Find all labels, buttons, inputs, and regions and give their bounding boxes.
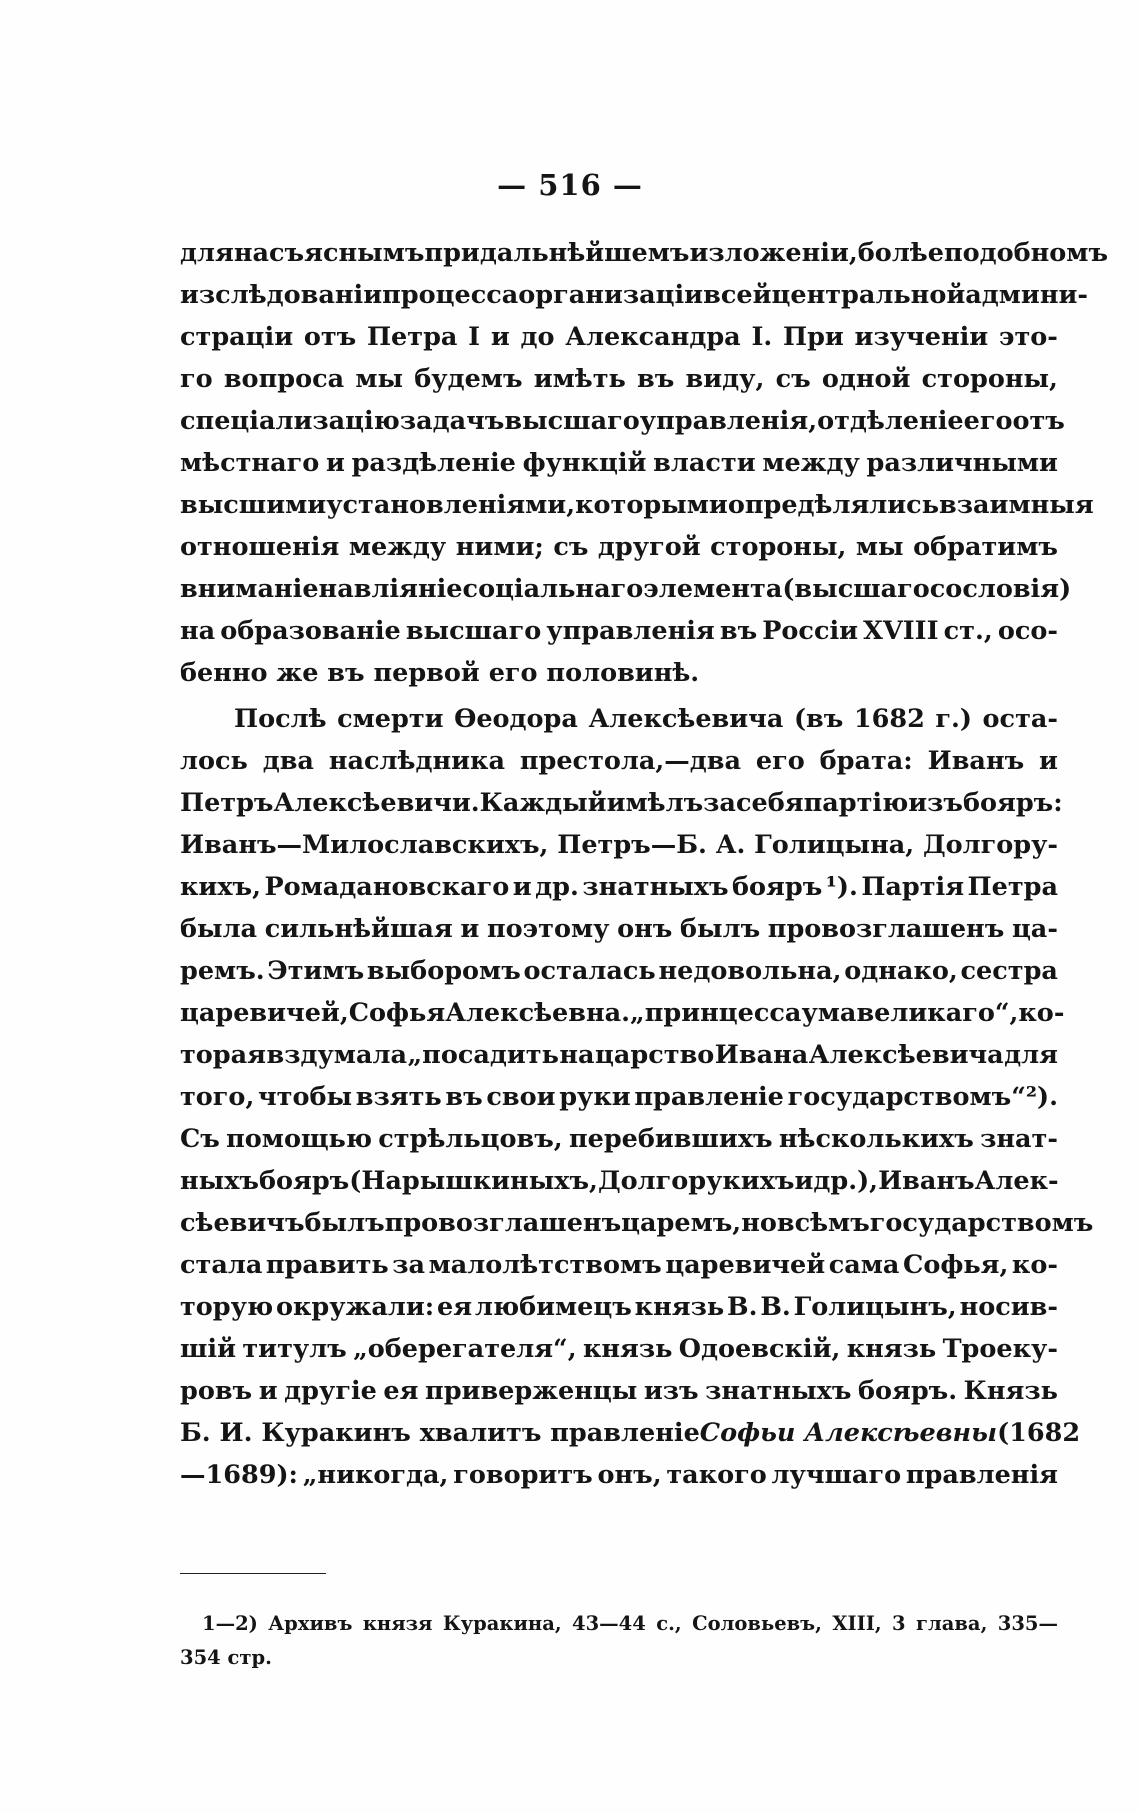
- text-line: Иванъ—Милославскихъ, Петръ—Б. А. Голицына, Долгору-: [180, 830, 1058, 860]
- text-line: кихъ, Ромадановскаго и др. знатныхъ бояръ ¹). Партія Петра: [180, 872, 1058, 902]
- text-line: ремъ. Этимъ выборомъ осталась недовольна, однако, сестра: [180, 956, 1058, 986]
- italic-name: Софьи Алексѣевны: [699, 1418, 998, 1448]
- text-line: торую окружали: ея любимецъ князь В. В. Голицынъ, носив-: [180, 1292, 1058, 1322]
- text-line: бенно же въ первой его половинѣ.: [180, 658, 700, 688]
- text-line: спеціализацію задачъ высшаго управленія, отдѣленіе его отъ: [180, 406, 1065, 436]
- text-line: мѣстнаго и раздѣленіе функцій власти между различными: [180, 448, 1058, 478]
- text-segment: Б. И. Куракинъ хвалитъ правленіе: [180, 1418, 700, 1448]
- text-line: на образованіе высшаго управленія въ Россіи XVIII ст., осо-: [180, 616, 1058, 646]
- text-line: была сильнѣйшая и поэтому онъ былъ провозглашенъ ца-: [180, 914, 1058, 944]
- page-number: — 516 —: [497, 168, 643, 202]
- text-line-italic: [180, 1412, 1081, 1454]
- text-line: вниманіе на вліяніе соціальнаго элемента (высшаго сословія): [180, 574, 1072, 604]
- text-line: сѣевичъ былъ провозглашенъ царемъ, но всѣмъ государствомъ: [180, 1208, 1094, 1238]
- text-line: го вопроса мы будемъ имѣть въ виду, съ одной стороны,: [180, 364, 1058, 394]
- paragraph-1: [180, 232, 1109, 694]
- text-line: того, чтобы взять въ свои руки правленіе государствомъ“²).: [180, 1082, 1058, 1112]
- text-line: лось два наслѣдника престола,—два его брата: Иванъ и: [180, 746, 1058, 776]
- text-line: ныхъ бояръ (Нарышкиныхъ, Долгорукихъ и др.), Иванъ Алек-: [180, 1166, 1059, 1196]
- text-line: —1689): „никогда, говоритъ онъ, такого лучшаго правленія: [180, 1460, 1058, 1490]
- text-line: шій титулъ „оберегателя“, князь Одоевскій, князь Троеку-: [180, 1334, 1058, 1364]
- text-line: ровъ и другіе ея приверженцы изъ знатныхъ бояръ. Князь: [180, 1376, 1058, 1406]
- text-line: для насъ яснымъ при дальнѣйшемъ изложеніи, болѣе подобномъ: [180, 238, 1109, 268]
- paragraph-2: [180, 698, 1094, 1496]
- text-line: отношенія между ними; съ другой стороны, мы обратимъ: [180, 532, 1058, 562]
- text-line: Петръ Алексѣевичи. Каждый имѣлъ за себя партію изъ бояръ:: [180, 788, 1063, 818]
- text-line: страціи отъ Петра I и до Александра I. При изученіи это-: [180, 322, 1058, 352]
- text-line: торая вздумала „посадить на царство Ивана Алексѣевича для: [180, 1040, 1058, 1070]
- text-line: изслѣдованіи процесса организаціи всей центральной админи-: [180, 280, 1089, 310]
- text-line: Съ помощью стрѣльцовъ, перебившихъ нѣсколькихъ знат-: [180, 1124, 1058, 1154]
- text-line: царевичей, Софья Алексѣевна. „принцесса ума великаго“, ко-: [180, 998, 1065, 1028]
- footnote-line: 354 стр.: [180, 1646, 272, 1669]
- body-text: [180, 232, 1109, 1496]
- text-line: Послѣ смерти Ѳеодора Алексѣевича (въ 1682 г.) оста-: [234, 704, 1058, 734]
- text-line: стала править за малолѣтствомъ царевичей сама Софья, ко-: [180, 1250, 1058, 1280]
- footnote-divider: [180, 1573, 326, 1574]
- text-line: высшими установленіями, которыми опредѣлялись взаимныя: [180, 490, 1094, 520]
- text-segment: (1682: [997, 1418, 1081, 1448]
- footnote: [180, 1607, 1058, 1675]
- footnote-line: 1—2) Архивъ князя Куракина, 43—44 с., Соловьевъ, XIII, 3 глава, 335—: [202, 1612, 1058, 1635]
